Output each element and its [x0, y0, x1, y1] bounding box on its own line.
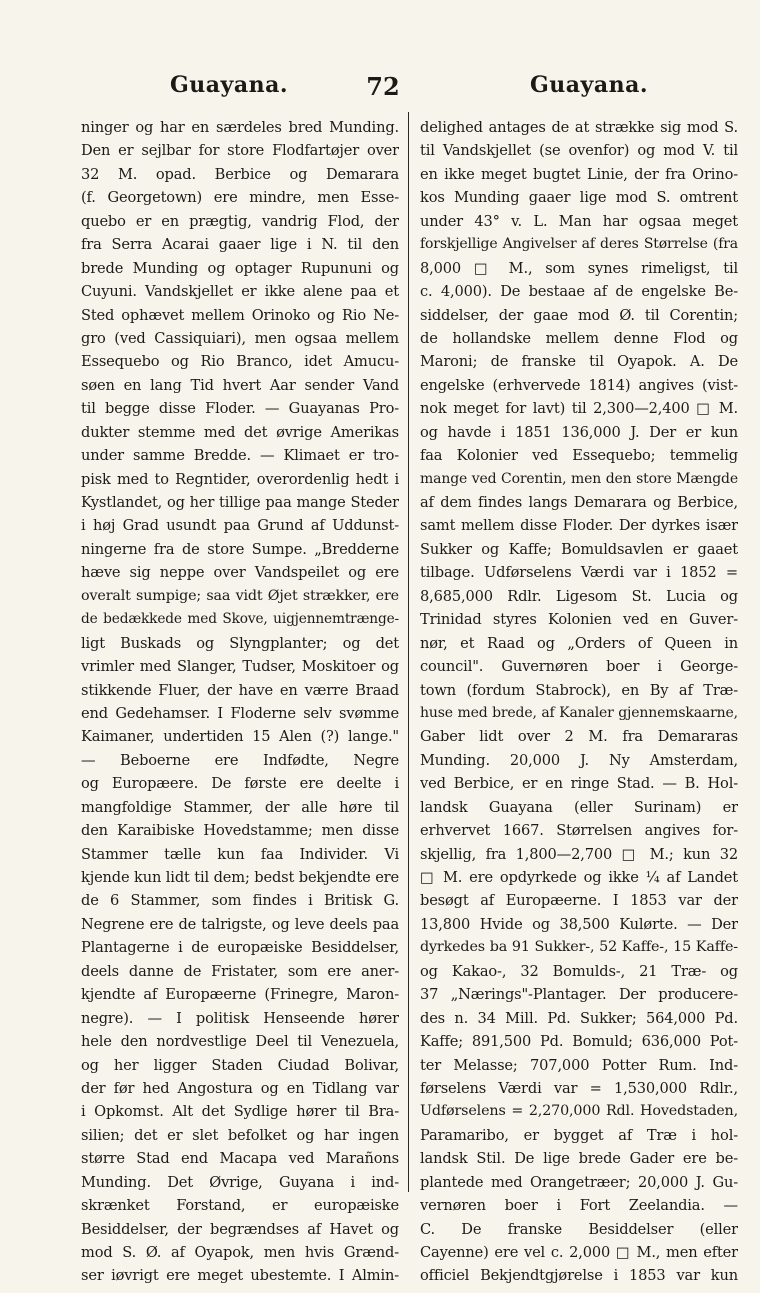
text-line: stikkende Fluer, der have en værre Braad	[81, 681, 399, 699]
text-line: Maroni; de franske til Oyapok. A. De	[420, 353, 738, 371]
text-line: Sukker og Kaffe; Bomuldsavlen er gaaet	[420, 540, 738, 558]
text-line: besøgt af Europæerne. I 1853 var der	[420, 892, 738, 910]
text-line: af dem findes langs Demarara og Berbice,	[420, 494, 738, 511]
text-line: ninger og har en særdeles bred Munding.	[81, 119, 399, 136]
text-line: engelske (erhvervede 1814) angives (vist-	[420, 376, 738, 394]
text-line: og havde i 1851 136,000 J. Der er kun	[420, 423, 738, 441]
text-line: Plantagerne i de europæiske Besiddelser,	[81, 939, 399, 957]
text-line: og her ligger Staden Ciudad Bolivar,	[81, 1056, 399, 1074]
text-line: Udførselens = 2,270,000 Rdl. Hovedstaden,	[420, 1103, 738, 1120]
text-line: end Gedehamser. I Floderne selv svømme	[81, 704, 399, 722]
text-line: de bedækkede med Skove, uigjennemtrænge-	[81, 611, 399, 628]
text-line: delighed antages de at strække sig mod S.	[420, 119, 738, 136]
text-line: vrimler med Slanger, Tudser, Moskitoer og	[81, 658, 399, 676]
text-line: Kaffe; 891,500 Pd. Bomuld; 636,000 Pot-	[420, 1033, 738, 1051]
text-line: nør, et Raad og „Orders of Queen in	[420, 634, 738, 652]
text-line: deels danne de Fristater, som ere aner-	[81, 962, 399, 980]
text-line: til Vandskjellet (se ovenfor) og mod V. til	[420, 142, 738, 160]
text-line: fra Serra Acarai gaaer lige i N. til den	[81, 236, 399, 254]
text-line: Cuyuni. Vandskjellet er ikke alene paa et	[81, 283, 399, 301]
text-line: Sted ophævet mellem Orinoko og Rio Ne-	[81, 306, 399, 324]
text-line: de 6 Stammer, som findes i Britisk G.	[81, 892, 399, 910]
left-text-column	[81, 116, 399, 1288]
text-line: overalt sumpige; saa vidt Øjet strækker, ere	[81, 587, 399, 604]
text-line: Paramaribo, er bygget af Træ i hol-	[420, 1126, 738, 1144]
text-line: huse med brede, af Kanaler gjennemskaarne,	[420, 704, 738, 721]
text-line: faa Kolonier ved Essequebo; temmelig	[420, 447, 738, 465]
text-line: 37 „Nærings"-Plantager. Der producere-	[420, 986, 738, 1004]
text-line: Den er sejlbar for store Flodfartøjer over	[81, 142, 399, 160]
text-line: skrænket Forstand, er europæiske	[81, 1197, 399, 1215]
text-line: kjendte af Europæerne (Frinegre, Maron-	[81, 986, 399, 1004]
text-line: erhvervet 1667. Størrelsen angives for-	[420, 822, 738, 840]
text-line: 8,685,000 Rdlr. Ligesom St. Lucia og	[420, 587, 738, 605]
text-line: samt mellem disse Floder. Der dyrkes især	[420, 517, 738, 535]
text-line: landsk Guayana (eller Surinam) er	[420, 798, 738, 816]
text-line: gro (ved Cassiquiari), men ogsaa mellem	[81, 329, 399, 347]
text-line: pisk med to Regntider, overordenlig hedt i	[81, 470, 399, 488]
text-line: kos Munding gaaer lige mod S. omtrent	[420, 189, 738, 207]
text-line: forskjellige Angivelser af deres Størrelse (fra	[420, 236, 738, 253]
column-divider-rule	[408, 112, 409, 1192]
text-line: større Stad end Macapa ved Marañons	[81, 1150, 399, 1168]
running-header	[0, 72, 760, 112]
text-line: og Kakao-, 32 Bomulds-, 21 Træ- og	[420, 962, 738, 980]
text-line: Besiddelser, der begrændses af Havet og	[81, 1220, 399, 1238]
text-line: kjende kun lidt til dem; bedst bekjendte ere	[81, 869, 399, 886]
text-line: hele den nordvestlige Deel til Venezuela,	[81, 1033, 399, 1051]
text-line: ningerne fra de store Sumpe. „Bredderne	[81, 540, 399, 558]
text-line: under samme Bredde. — Klimaet er tro-	[81, 447, 399, 465]
text-line: mod S. Ø. af Oyapok, men hvis Grænd-	[81, 1244, 399, 1261]
text-line: nok meget for lavt) til 2,300—2,400 □ M.	[420, 400, 738, 418]
running-head-right: Guayana.	[530, 72, 648, 98]
text-line: der før hed Angostura og en Tidlang var	[81, 1079, 399, 1097]
text-line: siddelser, der gaae mod Ø. til Corentin;	[420, 306, 738, 324]
text-line: dukter stemme med det øvrige Amerikas	[81, 423, 399, 441]
text-line: ser iøvrigt ere meget ubestemte. I Almin-	[81, 1267, 399, 1285]
text-line: des n. 34 Mill. Pd. Sukker; 564,000 Pd.	[420, 1009, 738, 1027]
text-line: Stammer tælle kun faa Individer. Vi	[81, 845, 399, 863]
text-line: Munding. 20,000 J. Ny Amsterdam,	[420, 751, 738, 769]
text-line: brede Munding og optager Rupununi og	[81, 259, 399, 277]
text-line: Cayenne) ere vel c. 2,000 □ M., men efter	[420, 1244, 738, 1261]
text-line: i Opkomst. Alt det Sydlige hører til Bra-	[81, 1103, 399, 1121]
text-line: — Beboerne ere Indfødte, Negre	[81, 751, 399, 769]
page-number: 72	[366, 72, 400, 101]
text-line: Trinidad styres Kolonien ved en Guver-	[420, 611, 738, 629]
text-line: hæve sig neppe over Vandspeilet og ere	[81, 564, 399, 582]
text-line: skjellig, fra 1,800—2,700 □ M.; kun 32	[420, 845, 738, 863]
text-line: Munding. Det Øvrige, Guyana i ind-	[81, 1173, 399, 1191]
text-line: under 43° v. L. Man har ogsaa meget	[420, 212, 738, 230]
text-line: Gaber lidt over 2 M. fra Demararas	[420, 728, 738, 746]
running-head-left: Guayana.	[170, 72, 288, 98]
text-line: 8,000 □ M., som synes rimeligst, til	[420, 259, 738, 277]
text-line: council". Guvernøren boer i George-	[420, 658, 738, 676]
text-line: mangfoldige Stammer, der alle høre til	[81, 798, 399, 816]
text-line: negre). — I politisk Henseende hører	[81, 1009, 399, 1027]
text-line: town (fordum Stabrock), en By af Træ-	[420, 681, 738, 699]
text-line: dyrkedes ba 91 Sukker-, 52 Kaffe-, 15 Kaffe-	[420, 939, 738, 956]
text-line: tilbage. Udførselens Værdi var i 1852 =	[420, 564, 738, 582]
text-line: ligt Buskads og Slyngplanter; og det	[81, 634, 399, 652]
text-line: søen en lang Tid hvert Aar sender Vand	[81, 376, 399, 394]
text-line: C. De franske Besiddelser (eller	[420, 1220, 738, 1238]
text-line: 32 M. opad. Berbice og Demarara	[81, 165, 399, 183]
text-line: □ M. ere opdyrkede og ikke ¼ af Landet	[420, 869, 738, 886]
text-line: silien; det er slet befolket og har ingen	[81, 1126, 399, 1144]
right-text-column	[420, 116, 738, 1288]
text-line: Essequebo og Rio Branco, idet Amucu-	[81, 353, 399, 371]
text-line: plantede med Orangetræer; 20,000 J. Gu-	[420, 1173, 738, 1191]
text-line: og Europæere. De første ere deelte i	[81, 775, 399, 793]
text-line: mange ved Corentin, men den store Mængde	[420, 470, 738, 487]
text-line: i høj Grad usundt paa Grund af Uddunst-	[81, 517, 399, 535]
text-line: c. 4,000). De bestaae af de engelske Be-	[420, 283, 738, 301]
text-line: Kaimaner, undertiden 15 Alen (?) lange."	[81, 728, 399, 746]
text-line: ved Berbice, er en ringe Stad. — B. Hol-	[420, 775, 738, 793]
text-line: Negrene ere de talrigste, og leve deels paa	[81, 915, 399, 933]
text-line: ter Melasse; 707,000 Potter Rum. Ind-	[420, 1056, 738, 1074]
text-line: officiel Bekjendtgjørelse i 1853 var kun	[420, 1267, 738, 1285]
text-line: 13,800 Hvide og 38,500 Kulørte. — Der	[420, 915, 738, 933]
text-line: den Karaibiske Hovedstamme; men disse	[81, 822, 399, 840]
text-line: førselens Værdi var = 1,530,000 Rdlr.,	[420, 1079, 738, 1097]
text-line: Kystlandet, og her tillige paa mange Steder	[81, 494, 399, 511]
text-line: quebo er en prægtig, vandrig Flod, der	[81, 212, 399, 230]
text-line: vernøren boer i Fort Zeelandia. —	[420, 1197, 738, 1215]
text-line: de hollandske mellem denne Flod og	[420, 329, 738, 347]
text-line: en ikke meget bugtet Linie, der fra Orino-	[420, 165, 738, 183]
text-line: (f. Georgetown) ere mindre, men Esse-	[81, 189, 399, 207]
text-line: landsk Stil. De lige brede Gader ere be-	[420, 1150, 738, 1168]
text-line: til begge disse Floder. — Guayanas Pro-	[81, 400, 399, 418]
